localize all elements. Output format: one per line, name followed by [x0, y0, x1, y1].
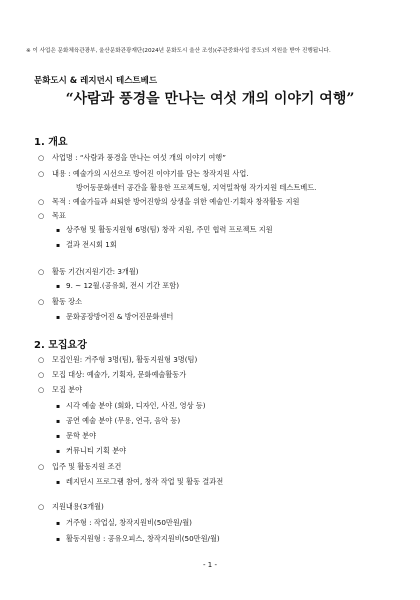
list-item-text: 활동지원형 : 공유오피스, 창작지원비(50만원/월) [66, 534, 220, 543]
square-bullet-icon: ▪ [56, 536, 61, 543]
list-item-text: 결과 전시회 1회 [66, 240, 117, 249]
sub-list-item [56, 431, 96, 441]
circle-bullet-icon: ○ [38, 153, 45, 162]
document-title: “사람과 풍경을 만나는 여섯 개의 이야기 여행” [65, 91, 355, 107]
list-item [38, 355, 197, 365]
sub-list-item [56, 401, 206, 411]
list-item-text: 모집 대상: 예술가, 기획자, 문화예술활동가 [52, 370, 187, 379]
circle-bullet-icon: ○ [38, 462, 45, 471]
circle-bullet-icon: ○ [38, 370, 45, 379]
list-item-text: 문학 분야 [66, 431, 97, 440]
square-bullet-icon: ▪ [56, 418, 61, 425]
sub-list-item [56, 534, 220, 544]
list-item-text: 9. ~ 12월.(공유회, 전시 기간 포함) [66, 281, 180, 290]
sub-list-item [56, 477, 223, 487]
square-bullet-icon: ▪ [56, 433, 61, 440]
list-item [38, 211, 66, 221]
list-item [38, 197, 299, 207]
square-bullet-icon: ▪ [56, 227, 61, 234]
list-item [38, 462, 121, 472]
section-heading-recruitment: 2. 모집요강 [34, 340, 87, 351]
list-item [38, 370, 186, 380]
list-item-text: 목표 [52, 211, 66, 220]
list-item-text: 활동 장소 [52, 297, 83, 306]
circle-bullet-icon: ○ [38, 355, 45, 364]
list-item-text: 시각 예술 분야 (회화, 디자인, 사진, 영상 등) [66, 401, 206, 410]
sub-list-item [56, 446, 126, 456]
square-bullet-icon: ▪ [56, 403, 61, 410]
circle-bullet-icon: ○ [38, 197, 45, 206]
list-item [38, 502, 104, 512]
list-item [38, 153, 226, 163]
square-bullet-icon: ▪ [56, 242, 61, 249]
list-item [38, 169, 249, 179]
square-bullet-icon: ▪ [56, 448, 61, 455]
funding-note: ※ 이 사업은 문화체육관광부, 울산문화관광재단(2024년 문화도시 울산 조성)(주관중화사업 중도)의 지원을 받아 진행됩니다. [26, 48, 331, 54]
list-item-text: 목적 : 예술가들과 쇠퇴한 방어진항의 상생을 위한 예술인·기획자 창작활동 지원 [52, 197, 300, 206]
list-item-text: 활동 기간(지원기간: 3개월) [52, 267, 139, 276]
document-subtitle: 문화도시 & 레지던시 테스트베드 [34, 76, 158, 86]
list-item-continuation: 방어동문화센터 공간을 활용한 프로젝트형, 지역밀착형 작가지원 테스트베드. [76, 183, 317, 192]
list-item-text: 내용 : 예술가의 시선으로 방어진 이야기를 담는 창작지원 사업. [52, 169, 249, 178]
list-item-text: 입주 및 활동지원 조건 [52, 462, 122, 471]
sub-list-item [56, 281, 179, 291]
sub-list-item [56, 240, 117, 250]
list-item-text: 지원내용(3개월) [52, 502, 104, 511]
list-item-text: 모집인원: 거주형 3명(팀), 활동지원형 3명(팀) [52, 355, 198, 364]
list-item-text: 사업명 : “사람과 풍경을 만나는 여섯 개의 이야기 여행” [52, 153, 226, 162]
list-item-text: 공연 예술 분야 (무용, 연극, 음악 등) [66, 416, 181, 425]
list-item-text: 레지던시 프로그램 참여, 창작 작업 및 활동 결과전 [66, 477, 224, 486]
sub-list-item [56, 312, 173, 322]
section-heading-overview: 1. 개요 [34, 137, 68, 148]
list-item-text: 문화공장방어진 & 방어진문화센터 [66, 312, 174, 321]
list-item [38, 385, 82, 395]
list-item [38, 267, 139, 277]
sub-list-item [56, 225, 273, 235]
page-number: - 1 - [203, 561, 217, 569]
sub-list-item [56, 518, 192, 528]
list-item [38, 297, 82, 307]
circle-bullet-icon: ○ [38, 169, 45, 178]
square-bullet-icon: ▪ [56, 314, 61, 321]
circle-bullet-icon: ○ [38, 297, 45, 306]
list-item-text: 커뮤니티 기획 분야 [66, 446, 127, 455]
circle-bullet-icon: ○ [38, 267, 45, 276]
list-item-text: 거주형 : 작업실, 창작지원비(50만원/월) [66, 518, 192, 527]
circle-bullet-icon: ○ [38, 211, 45, 220]
circle-bullet-icon: ○ [38, 502, 45, 511]
square-bullet-icon: ▪ [56, 283, 61, 290]
list-item-text: 모집 분야 [52, 385, 83, 394]
square-bullet-icon: ▪ [56, 520, 61, 527]
list-item-text: 상주형 및 활동지원형 6명(팀) 창작 지원, 주민 협력 프로젝트 지원 [66, 225, 273, 234]
sub-list-item [56, 416, 180, 426]
circle-bullet-icon: ○ [38, 385, 45, 394]
square-bullet-icon: ▪ [56, 479, 61, 486]
